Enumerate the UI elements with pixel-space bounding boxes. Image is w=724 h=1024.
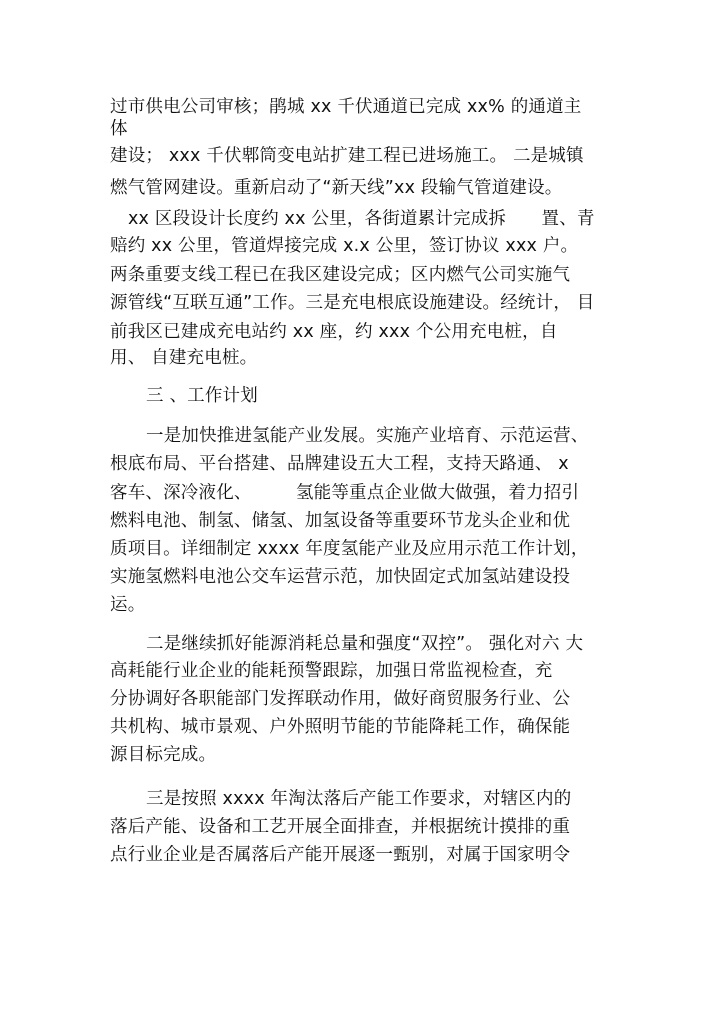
text-line: 燃气管网建设。重新启动了“新天线”xx 段输气管道建设。 bbox=[110, 178, 563, 198]
text-line: 二是继续抓好能源消耗总量和强度“双控”。 强化对六 大 bbox=[146, 634, 584, 654]
text-line: 根底布局、平台搭建、品牌建设五大工程，支持天路通、 x bbox=[110, 454, 569, 474]
text-line: 运。 bbox=[110, 595, 146, 615]
text-line: 两条重要支线工程已在我区建设完成；区内燃气公司实施气 bbox=[110, 265, 571, 285]
text-line: 用、 自建充电桩。 bbox=[110, 348, 258, 368]
text-line: 落后产能、设备和工艺开展全面排查，并根据统计摸排的重 bbox=[110, 817, 571, 837]
text-line: 实施氢燃料电池公交车运营示范，加快固定式加氢站建设投 bbox=[110, 567, 571, 587]
text-line: 前我区已建成充电站约 xx 座，约 xxx 个公用充电桩，自 bbox=[110, 322, 558, 342]
section-heading: 三 、工作计划 bbox=[146, 386, 258, 406]
text-line: 一是加快推进氢能产业发展。实施产业培育、示范运营、 bbox=[146, 426, 589, 446]
text-line: 源目标完成。 bbox=[110, 745, 217, 765]
text-line: 建设； xxx 千伏郫筒变电站扩建工程已进场施工。 二是城镇 bbox=[110, 146, 584, 166]
text-line: 分协调好各职能部门发挥联动作用，做好商贸服务行业、公 bbox=[110, 689, 571, 709]
text-line: 赔约 xx 公里，管道焊接完成 x.x 公里，签订协议 xxx 户。 bbox=[110, 236, 579, 256]
text-line: 燃料电池、制氢、储氢、加氢设备等重要环节龙头企业和优 bbox=[110, 511, 571, 531]
text-line: 体 bbox=[110, 119, 128, 139]
text-line: 三是按照 xxxx 年淘汰落后产能工作要求，对辖区内的 bbox=[146, 789, 572, 809]
text-line: 客车、深冷液化、 氢能等重点企业做大做强，着力招引 bbox=[110, 483, 580, 503]
text-line: 共机构、城市景观、户外照明节能的节能降耗工作，确保能 bbox=[110, 717, 571, 737]
text-line: 源管线“互联互通”工作。三是充电根底设施建设。经统计， 目 bbox=[110, 293, 595, 313]
text-line: 过市供电公司审核；鹃城 xx 千伏通道已完成 xx% 的通道主 bbox=[110, 97, 582, 117]
text-line: xx 区段设计长度约 xx 公里，各街道累计完成拆 置、青 bbox=[128, 209, 595, 229]
text-line: 点行业企业是否属落后产能开展逐一甄别，对属于国家明令 bbox=[110, 845, 571, 865]
text-line: 高耗能行业企业的能耗预警跟踪，加强日常监视检查，充 bbox=[110, 661, 553, 681]
text-line: 质项目。详细制定 xxxx 年度氢能产业及应用示范工作计划， bbox=[110, 539, 589, 559]
